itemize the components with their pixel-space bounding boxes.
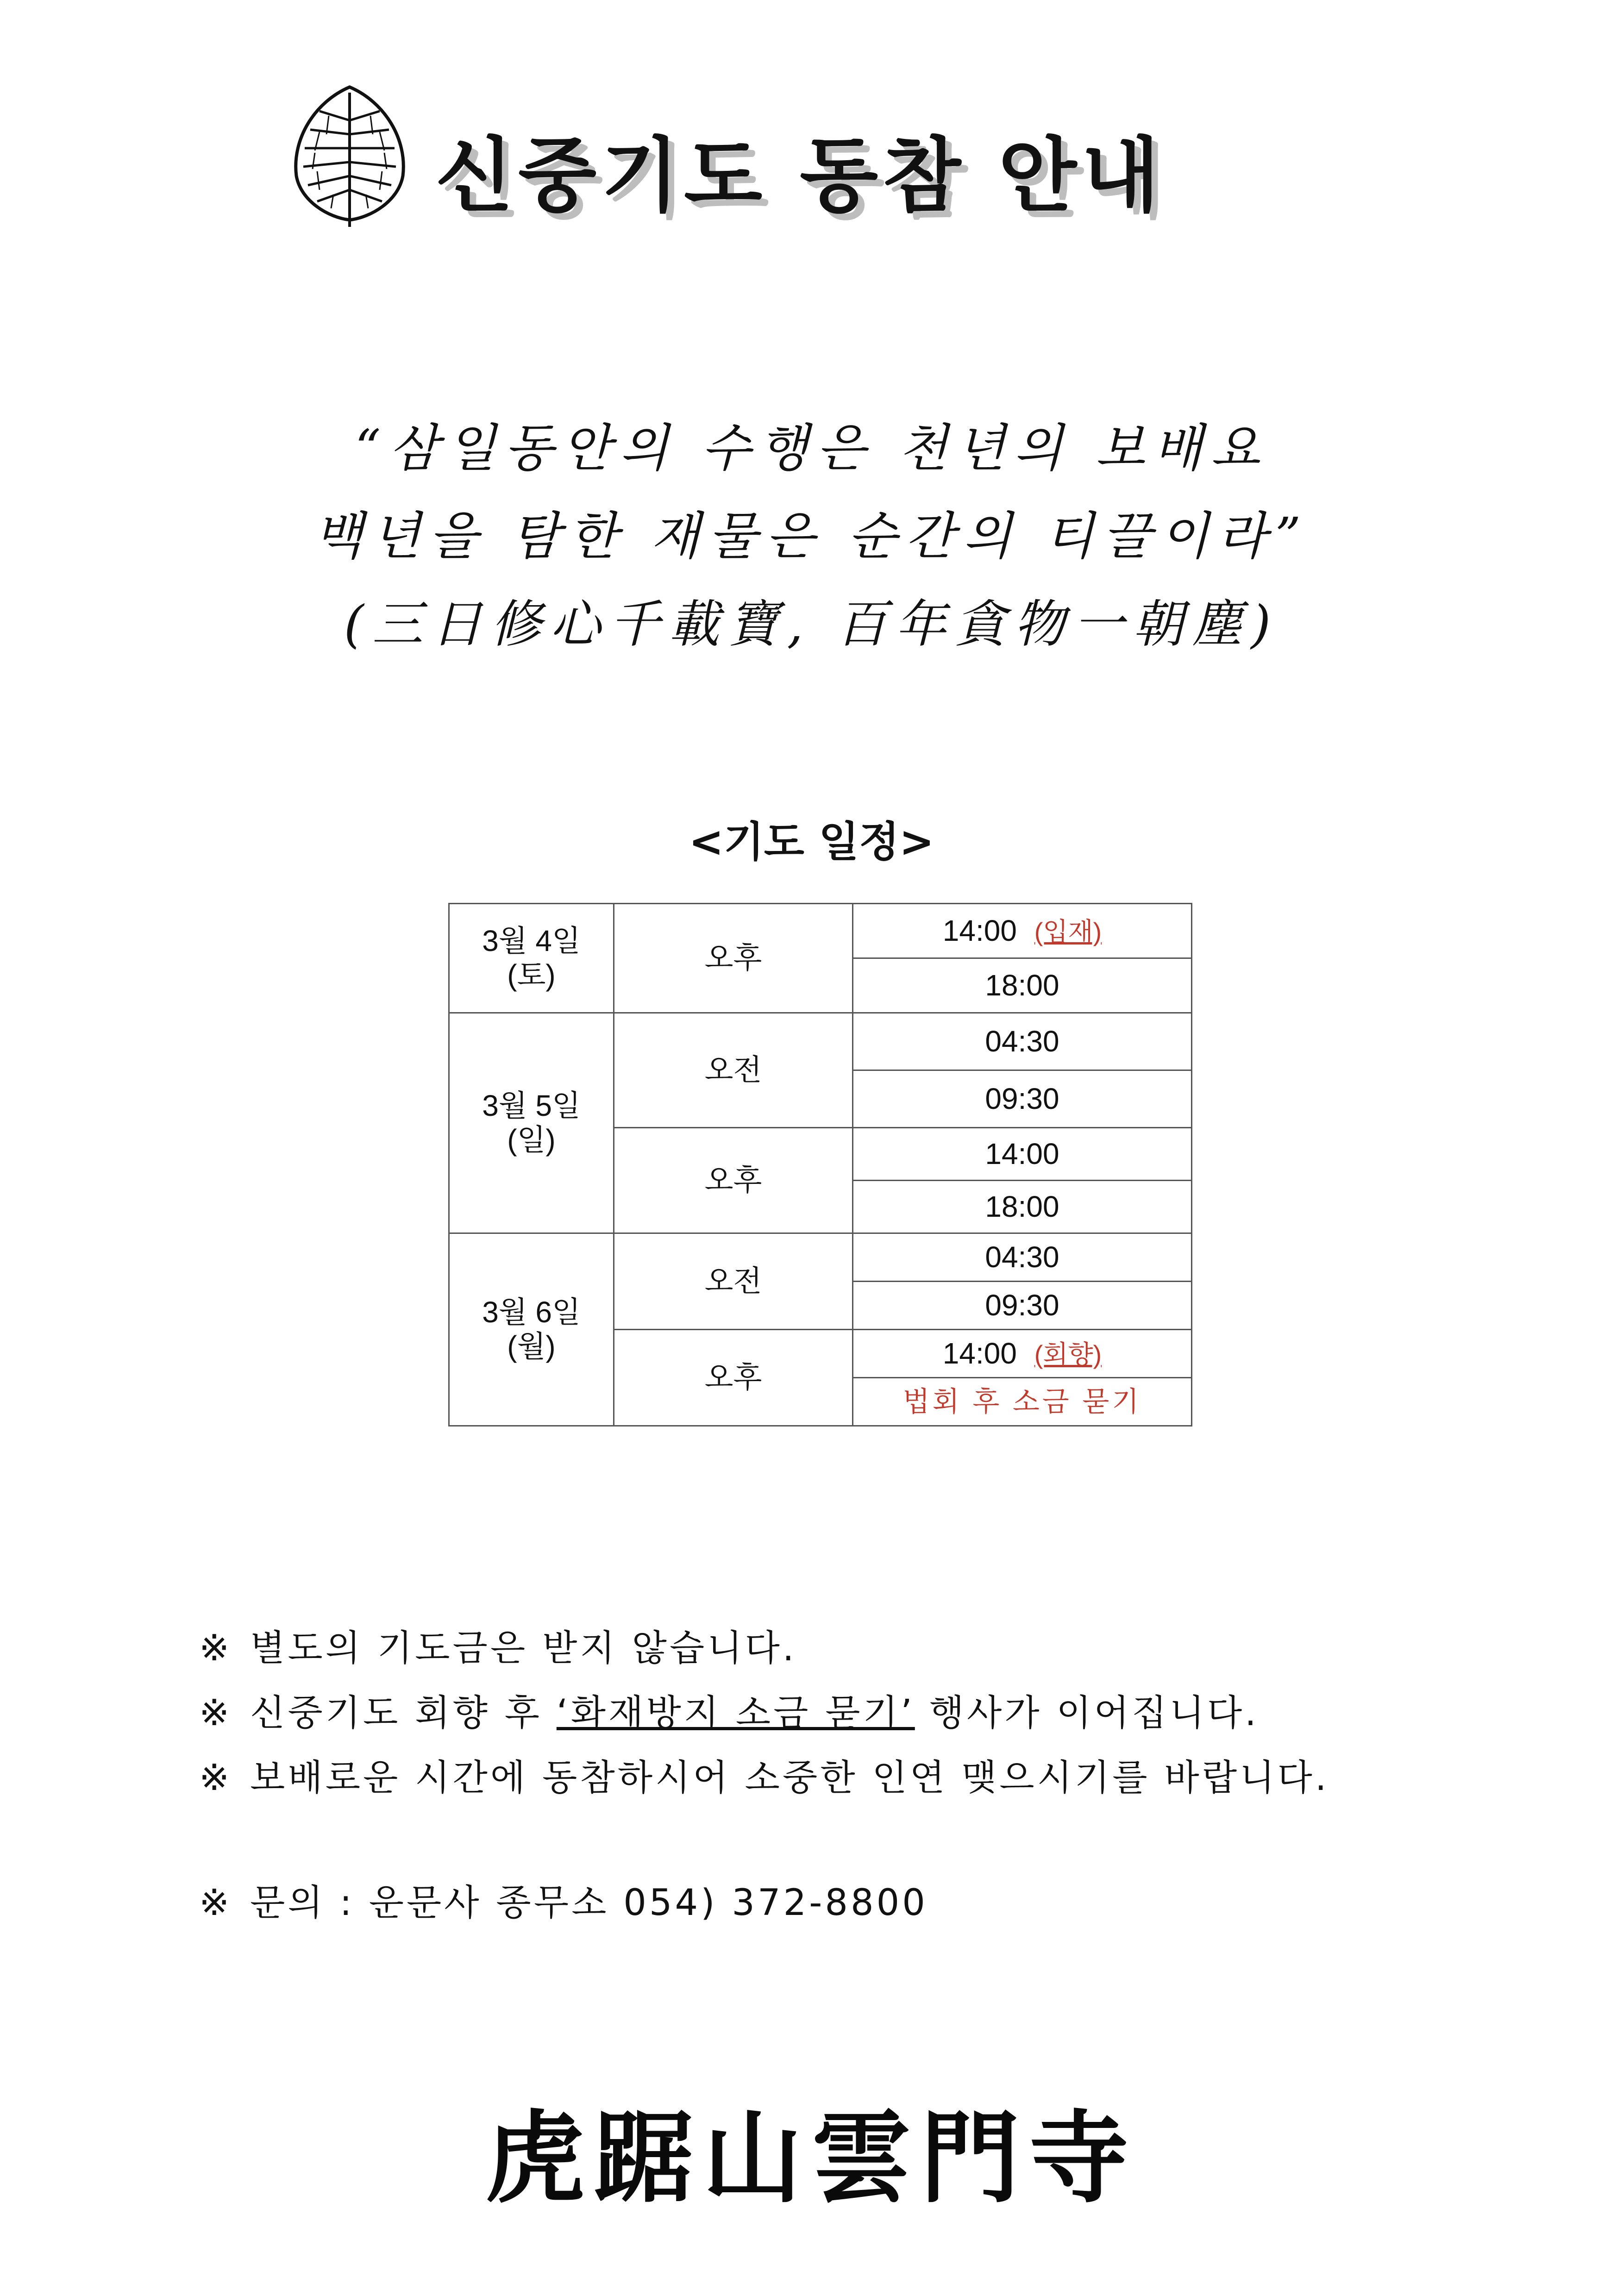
ceremony-note: (회향) bbox=[1034, 1339, 1102, 1369]
period-cell: 오전 bbox=[614, 1233, 853, 1330]
time-cell bbox=[853, 904, 1192, 958]
reference-mark-icon: ※ bbox=[199, 1692, 232, 1734]
table-row bbox=[449, 1013, 1192, 1070]
period-cell: 오후 bbox=[614, 904, 853, 1013]
time-cell: 18:00 bbox=[853, 1181, 1192, 1233]
date-label: 3월 5일 bbox=[482, 1089, 581, 1122]
note-text: 신중기도 회향 후 bbox=[250, 1692, 557, 1734]
reference-mark-icon: ※ bbox=[199, 1627, 232, 1669]
time-cell bbox=[853, 1330, 1192, 1378]
table-row bbox=[449, 904, 1192, 958]
date-label: 3월 6일 bbox=[482, 1295, 581, 1329]
date-label: 3월 4일 bbox=[482, 924, 581, 957]
schedule-table bbox=[448, 903, 1192, 1426]
period-cell: 오후 bbox=[614, 1128, 853, 1233]
time-value: 14:00 bbox=[942, 1336, 1017, 1370]
note-text: 보배로운 시간에 동참하시어 소중한 인연 맺으시기를 바랍니다. bbox=[250, 1757, 1329, 1799]
time-cell: 09:30 bbox=[853, 1282, 1192, 1330]
reference-mark-icon: ※ bbox=[199, 1757, 232, 1799]
ceremony-note: (입재) bbox=[1034, 917, 1102, 946]
table-row bbox=[449, 1233, 1192, 1282]
reference-mark-icon: ※ bbox=[199, 1882, 232, 1924]
date-cell bbox=[449, 1233, 614, 1426]
contact-text: 문의 : 운문사 종무소 054) 372-8800 bbox=[250, 1882, 928, 1924]
time-cell: 04:30 bbox=[853, 1233, 1192, 1282]
note-highlight: ‘화재방지 소금 묻기’ bbox=[556, 1692, 915, 1734]
time-cell: 14:00 bbox=[853, 1128, 1192, 1181]
time-cell: 09:30 bbox=[853, 1070, 1192, 1128]
note-item bbox=[199, 1681, 1496, 1745]
note-text: 별도의 기도금은 받지 않습니다. bbox=[250, 1627, 797, 1669]
quote-line-1: “삼일동안의 수행은 천년의 보배요 bbox=[355, 419, 1268, 478]
weekday-label: (토) bbox=[507, 958, 556, 992]
note-item bbox=[199, 1616, 1496, 1681]
header bbox=[287, 79, 1352, 245]
page-title: 신중기도 동참 안내 bbox=[435, 129, 1165, 223]
note-item bbox=[199, 1745, 1496, 1810]
time-cell: 18:00 bbox=[853, 958, 1192, 1013]
schedule-heading: <기도 일정> bbox=[689, 818, 934, 866]
weekday-label: (일) bbox=[507, 1123, 556, 1157]
leaf-icon bbox=[287, 83, 412, 231]
period-cell: 오후 bbox=[614, 1330, 853, 1426]
quote-line-3: (三日修心千載寶, 百年貪物一朝塵) bbox=[344, 594, 1279, 654]
period-cell: 오전 bbox=[614, 1013, 853, 1128]
contact-item bbox=[199, 1871, 1496, 1935]
temple-seal: 虎踞山雲門寺 bbox=[485, 2099, 1138, 2216]
date-cell bbox=[449, 1013, 614, 1233]
weekday-label: (월) bbox=[507, 1329, 556, 1363]
salt-burial-note: 법회 후 소금 묻기 bbox=[853, 1378, 1192, 1426]
time-cell: 04:30 bbox=[853, 1013, 1192, 1070]
notes-list bbox=[199, 1616, 1496, 1935]
quote-line-2: 백년을 탐한 재물은 순간의 티끌이라” bbox=[313, 507, 1310, 566]
note-text: 행사가 이어집니다. bbox=[915, 1692, 1259, 1734]
date-cell bbox=[449, 904, 614, 1013]
time-value: 14:00 bbox=[942, 913, 1017, 947]
